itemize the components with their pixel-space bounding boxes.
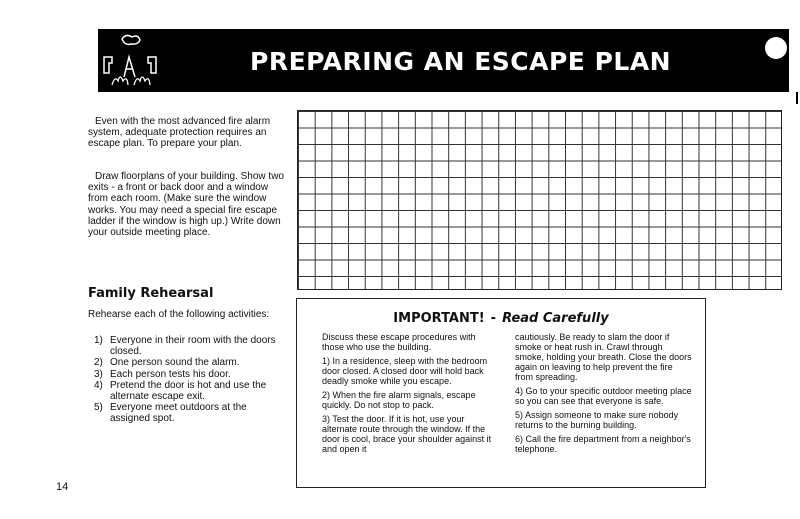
page-number: 14 [56,481,69,493]
intro-paragraph-1: Even with the most advanced fire alarm system, adequate protection requires an escape plan. To prepare your plan. [88,116,271,150]
fire-escape-logo-icon [100,31,160,89]
white-dot-icon [765,37,787,59]
intro-paragraph-2: Draw floorplans of your building. Show two exits - a front or back door and a window from each room. (Make sure the window works. You may need a special fire escape ladder if the window is high up.) Write down your outside meeting place. [88,171,284,239]
list-item: 5) Everyone meet outdoors at the assigned spot. [94,402,247,425]
list-item: 4) Pretend the door is hot and use the alternate escape exit. [94,379,267,403]
important-heading: IMPORTANT! - Read Carefully [393,311,609,326]
family-rehearsal-intro: Rehearse each of the following activities: [88,309,270,320]
important-paragraph: 4) Go to your specific outdoor meeting place so you can see that everyone is safe. [515,386,692,406]
important-paragraph: 1) In a residence, sleep with the bedroom door closed. A closed door will hold back deadly smoke while you escape. [322,356,488,386]
important-paragraph: 3) Test the door. If it is hot, use your alternate route through the window. If the door is cool, brace your shoulder against it and open it [322,414,492,454]
margin-mark [796,92,798,104]
rehearsal-list [88,335,288,425]
important-paragraph: 5) Assign someone to make sure nobody returns to the burning building. [515,410,679,430]
list-item: 2) One person sound the alarm. [94,357,240,369]
important-paragraph: 2) When the fire alarm signals, escape quickly. Do not stop to pack. [322,390,476,410]
page-title: PREPARING AN ESCAPE PLAN [250,47,672,76]
important-column-2 [515,332,693,458]
important-column-1 [322,332,500,458]
important-paragraph: 6) Call the fire department from a neighbor's telephone. [515,434,691,454]
family-rehearsal-heading: Family Rehearsal [88,286,214,301]
important-paragraph: cautiously. Be ready to slam the door if smoke or heat rush in. Crawl through smoke, holding your breath. Close the doors again on leaving to help prevent the fire from spreading. [515,332,692,382]
floorplan-grid [297,110,782,290]
list-item: 1) Everyone in their room with the doors closed. [94,335,276,358]
list-item: 3) Each person tests his door. [94,368,231,380]
important-paragraph: Discuss these escape procedures with those who use the building. [322,332,476,352]
